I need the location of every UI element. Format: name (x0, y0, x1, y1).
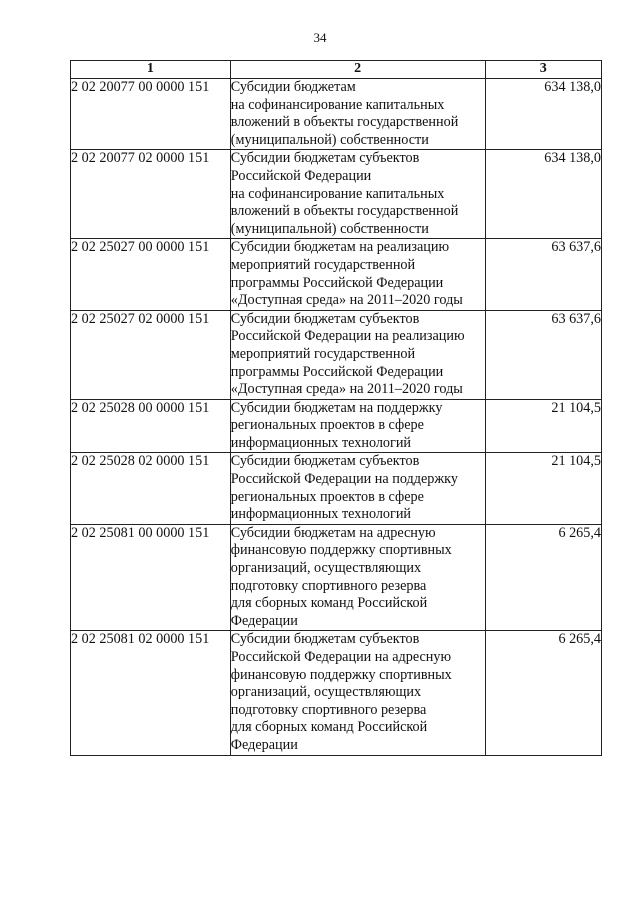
revenue-name-line: (муниципальной) собственности (230, 131, 429, 148)
revenue-code: 2 02 25028 00 0000 151 (71, 399, 231, 453)
revenue-name-line: на софинансирование капитальных (230, 185, 445, 202)
revenue-name-line: программы Российской Федерации (230, 363, 444, 380)
amount: 21 104,5 (485, 399, 601, 453)
revenue-name-line: программы Российской Федерации (230, 274, 444, 291)
table-row (71, 239, 602, 310)
amount: 634 138,0 (485, 150, 601, 239)
revenue-name-line: «Доступная среда» на 2011–2020 годы (230, 381, 463, 398)
revenue-name-line: мероприятий государственной (230, 256, 416, 273)
revenue-code: 2 02 20077 00 0000 151 (71, 79, 231, 150)
revenue-name-line: региональных проектов в сфере (230, 417, 424, 434)
table-row (71, 399, 602, 453)
revenue-name-line: для сборных команд Российской (230, 719, 428, 736)
revenue-code: 2 02 20077 02 0000 151 (71, 150, 231, 239)
revenue-name (230, 399, 485, 453)
table-row (71, 631, 602, 755)
revenue-name-line: (муниципальной) собственности (230, 220, 429, 237)
amount: 63 637,6 (485, 239, 601, 310)
revenue-name-line: Субсидии бюджетам субъектов (230, 631, 420, 648)
revenue-name-line: «Доступная среда» на 2011–2020 годы (230, 292, 463, 309)
table-row (71, 79, 602, 150)
revenue-name (230, 239, 485, 310)
amount: 63 637,6 (485, 310, 601, 399)
revenue-name (230, 79, 485, 150)
revenue-name-line: информационных технологий (230, 434, 412, 451)
revenue-name-line: Российской Федерации (230, 167, 372, 184)
revenue-name-line: Субсидии бюджетам на реализацию (230, 239, 450, 256)
revenue-name-line: региональных проектов в сфере (230, 488, 424, 505)
revenue-code: 2 02 25081 00 0000 151 (71, 524, 231, 631)
table-row (71, 524, 602, 631)
revenue-name-line: Российской Федерации на адресную (230, 649, 452, 665)
table-row (71, 310, 602, 399)
revenue-name (230, 453, 485, 524)
revenue-name-line: Субсидии бюджетам на адресную (230, 524, 436, 541)
revenue-code: 2 02 25027 00 0000 151 (71, 239, 231, 310)
revenue-name (230, 524, 485, 631)
amount: 6 265,4 (485, 524, 601, 631)
budget-table (70, 60, 602, 756)
revenue-name-line: финансовую поддержку спортивных (230, 542, 452, 559)
revenue-name-line: финансовую поддержку спортивных (230, 666, 452, 683)
revenue-name-line: Российской Федерации на реализацию (230, 328, 465, 345)
table-row (71, 150, 602, 239)
revenue-name-line: Субсидии бюджетам субъектов (230, 310, 420, 327)
revenue-name-line: подготовку спортивного резерва (230, 701, 427, 718)
revenue-name-line: вложений в объекты государственной (230, 114, 459, 131)
revenue-name-line: Субсидии бюджетам субъектов (230, 150, 420, 167)
revenue-name-line: вложений в объекты государственной (230, 203, 459, 220)
revenue-name-line: Субсидии бюджетам (230, 79, 356, 95)
revenue-name (230, 310, 485, 399)
table-header (71, 61, 602, 79)
revenue-name-line: Федерации (230, 736, 298, 753)
column-header-1: 1 (71, 61, 231, 79)
table-row (71, 453, 602, 524)
column-header-3: 3 (485, 61, 601, 79)
revenue-name-line: Федерации (230, 612, 298, 629)
revenue-name-line: подготовку спортивного резерва (230, 577, 427, 594)
amount: 634 138,0 (485, 79, 601, 150)
revenue-code: 2 02 25028 02 0000 151 (71, 453, 231, 524)
revenue-name-line: информационных технологий (230, 506, 412, 523)
table-body (71, 79, 602, 756)
amount: 21 104,5 (485, 453, 601, 524)
revenue-name-line: Субсидии бюджетам на поддержку (230, 399, 443, 416)
revenue-name-line: мероприятий государственной (230, 345, 416, 362)
amount: 6 265,4 (485, 631, 601, 755)
revenue-name-line: Российской Федерации на поддержку (230, 471, 458, 488)
revenue-name (230, 631, 485, 755)
revenue-name (230, 150, 485, 239)
header-row (71, 61, 602, 79)
revenue-name-line: Субсидии бюджетам субъектов (230, 453, 420, 470)
revenue-name-line: для сборных команд Российской (230, 595, 428, 612)
revenue-name-line: организаций, осуществляющих (230, 684, 422, 701)
revenue-name-line: организаций, осуществляющих (230, 560, 422, 577)
page-number: 34 (313, 30, 327, 45)
revenue-code: 2 02 25027 02 0000 151 (71, 310, 231, 399)
revenue-code: 2 02 25081 02 0000 151 (71, 631, 231, 755)
revenue-name-line: на софинансирование капитальных (230, 96, 445, 113)
column-header-2: 2 (230, 61, 485, 79)
